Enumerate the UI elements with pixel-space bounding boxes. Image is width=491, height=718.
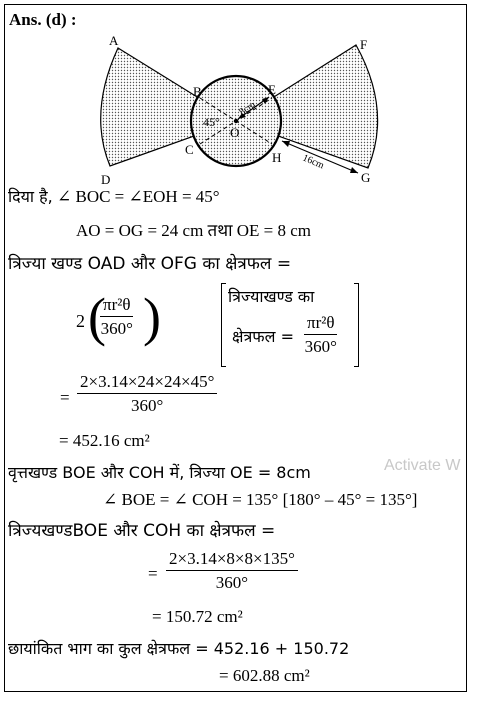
paren-right: ) [143,287,161,347]
bracket-fraction: $\frac{\text{πr²θ}}{360^\circ}$ [304,313,337,356]
calc1-fraction: $\frac{2\times 3.14\times 24\times 24\times 45^\circ}{360^\circ}$ [77,371,217,418]
total-line: छायांकित भाग का कुल क्षेत्रफल = 452.16 + 150.72 [8,639,350,658]
label-A: A [109,33,119,48]
label-length: 16cm [300,152,326,172]
label-O: O [230,125,240,140]
activate-watermark: Activate W [384,457,461,474]
answer-label: Ans. (d) : [9,10,77,29]
given-lengths: AO = OG = 24 cm तथा OE = 8 cm [76,221,312,240]
label-radius: 8cm [237,99,258,118]
bracket-line1: त्रिज्याखण्ड का [228,287,315,306]
formula-fraction: $\frac{\text{πr²θ}}{360^\circ}$ [100,295,133,338]
angle-line: ∠ BOE = ∠ COH = 135° [180° – 45° = 135°] [103,490,418,509]
result2: = 150.72 cm² [152,607,243,626]
given-line: दिया है, ∠ BOC = ∠EOH = 45° [8,187,220,206]
label-H: H [272,150,282,165]
sector2-heading: त्रिज्यखण्डBOE और COH का क्षेत्रफल = [8,521,276,541]
bow-tie-figure [0,0,491,200]
label-F: F [360,37,368,52]
label-C: C [185,142,194,157]
label-angle: 45° [203,115,220,129]
label-B: B [193,84,202,99]
bracket-line2-label: क्षेत्रफल = [232,327,294,346]
bracket-left [221,283,226,367]
paren-left: ( [88,287,106,347]
calc2-equals: = [148,564,158,583]
total-result: = 602.88 cm² [219,666,310,685]
calc1-equals: = [60,388,70,407]
circle-sector-line: वृत्तखण्ड BOE और COH में, त्रिज्या OE = 8cm [8,463,311,482]
result1: = 452.16 cm² [59,431,150,450]
label-G: G [361,170,371,185]
label-D: D [101,172,111,187]
coefficient: 2 [76,311,85,331]
label-E: E [268,82,276,97]
sector-area-heading: त्रिज्या खण्ड OAD और OFG का क्षेत्रफल = [8,254,292,274]
calc2-fraction: $\frac{2\times 3.14\times 8\times 8\times 135^\circ}{360^\circ}$ [166,548,298,595]
bracket-right [354,283,359,367]
